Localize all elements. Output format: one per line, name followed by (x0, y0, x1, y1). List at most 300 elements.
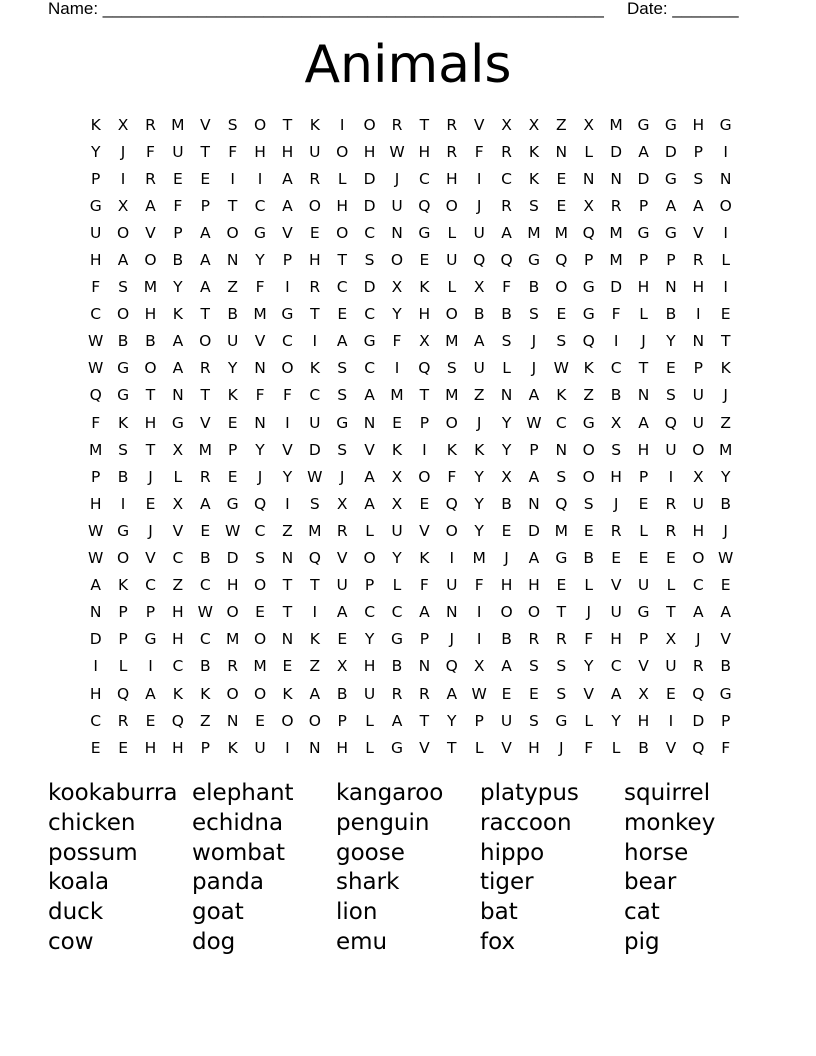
grid-letter[interactable]: U (500, 711, 513, 730)
grid-letter[interactable]: A (610, 684, 622, 703)
grid-letter[interactable]: R (665, 494, 677, 513)
grid-letter[interactable]: Q (582, 332, 595, 351)
grid-letter[interactable]: S (501, 332, 512, 351)
grid-letter[interactable]: I (613, 332, 619, 351)
grid-letter[interactable]: V (336, 549, 348, 568)
grid-letter[interactable]: O (226, 223, 239, 242)
grid-letter[interactable]: O (116, 549, 130, 568)
grid-letter[interactable]: W (718, 549, 734, 568)
grid-letter[interactable]: F (146, 142, 155, 161)
grid-letter[interactable]: E (611, 549, 622, 568)
grid-letter[interactable]: M (527, 223, 541, 242)
grid-letter[interactable]: A (528, 467, 540, 486)
grid-letter[interactable]: U (692, 386, 704, 405)
grid-letter[interactable]: V (199, 115, 211, 134)
grid-letter[interactable]: J (723, 386, 728, 405)
grid-letter[interactable]: G (226, 494, 239, 513)
grid-letter[interactable]: A (145, 196, 156, 215)
grid-letter[interactable]: M (225, 630, 240, 649)
grid-letter[interactable]: Y (364, 630, 375, 649)
grid-letter[interactable]: X (419, 332, 430, 351)
grid-letter[interactable]: G (719, 115, 732, 134)
grid-letter[interactable]: H (172, 630, 184, 649)
grid-letter[interactable]: H (610, 630, 622, 649)
grid-letter[interactable]: O (582, 467, 595, 486)
grid-letter[interactable]: U (254, 738, 266, 757)
grid-letter[interactable]: N (363, 413, 376, 432)
grid-letter[interactable]: B (391, 657, 403, 676)
grid-letter[interactable]: A (336, 332, 348, 351)
grid-letter[interactable]: V (473, 115, 485, 134)
grid-letter[interactable]: O (719, 196, 732, 215)
grid-letter[interactable]: J (613, 494, 619, 513)
grid-letter[interactable]: S (583, 494, 594, 513)
grid-letter[interactable]: B (501, 630, 512, 649)
grid-letter[interactable]: O (363, 549, 376, 568)
grid-letter[interactable]: M (718, 440, 733, 459)
grid-letter[interactable]: M (308, 521, 322, 540)
grid-letter[interactable]: J (531, 359, 537, 378)
grid-letter[interactable]: X (336, 494, 348, 513)
grid-letter[interactable]: L (502, 359, 511, 378)
grid-letter[interactable]: E (337, 630, 348, 649)
grid-letter[interactable]: H (528, 738, 540, 757)
grid-letter[interactable]: O (692, 440, 705, 459)
grid-letter[interactable]: W (88, 549, 104, 568)
grid-letter[interactable]: I (312, 332, 318, 351)
grid-letter[interactable]: W (88, 359, 104, 378)
grid-letter[interactable]: E (145, 711, 156, 730)
grid-letter[interactable]: N (309, 738, 321, 757)
grid-letter[interactable]: A (199, 278, 211, 297)
grid-letter[interactable]: C (610, 359, 622, 378)
grid-letter[interactable]: S (227, 115, 238, 134)
grid-letter[interactable]: T (282, 603, 293, 622)
grid-letter[interactable]: F (392, 332, 402, 351)
grid-letter[interactable]: U (446, 251, 458, 270)
grid-letter[interactable]: N (582, 169, 595, 188)
grid-letter[interactable]: K (419, 549, 430, 568)
grid-letter[interactable]: C (254, 196, 266, 215)
grid-letter[interactable]: I (285, 738, 290, 757)
grid-letter[interactable]: E (118, 738, 128, 757)
grid-letter[interactable]: O (500, 603, 513, 622)
grid-letter[interactable]: X (391, 278, 403, 297)
grid-letter[interactable]: T (145, 386, 156, 405)
grid-letter[interactable]: O (199, 332, 212, 351)
grid-letter[interactable]: I (696, 305, 701, 324)
grid-letter[interactable]: O (253, 115, 267, 134)
grid-letter[interactable]: H (500, 576, 513, 595)
grid-letter[interactable]: G (117, 521, 130, 540)
grid-letter[interactable]: F (611, 305, 621, 324)
grid-letter[interactable]: K (391, 440, 403, 459)
grid-letter[interactable]: J (148, 521, 153, 540)
grid-letter[interactable]: F (173, 196, 183, 215)
grid-letter[interactable]: R (309, 278, 321, 297)
grid-letter[interactable]: I (723, 223, 728, 242)
grid-letter[interactable]: E (200, 169, 211, 188)
grid-letter[interactable]: B (199, 657, 211, 676)
grid-letter[interactable]: A (199, 223, 211, 242)
grid-letter[interactable]: O (692, 549, 705, 568)
grid-letter[interactable]: X (117, 115, 129, 134)
grid-letter[interactable]: Z (227, 278, 238, 297)
grid-letter[interactable]: Q (555, 251, 568, 270)
grid-letter[interactable]: W (88, 521, 104, 540)
grid-letter[interactable]: R (199, 467, 211, 486)
grid-letter[interactable]: M (609, 223, 623, 242)
grid-letter[interactable]: S (446, 359, 457, 378)
grid-letter[interactable]: A (172, 332, 184, 351)
grid-letter[interactable]: K (282, 684, 293, 703)
grid-letter[interactable]: B (583, 549, 595, 568)
grid-letter[interactable]: R (610, 521, 622, 540)
grid-letter[interactable]: G (664, 223, 677, 242)
grid-letter[interactable]: R (227, 657, 239, 676)
grid-letter[interactable]: R (336, 521, 348, 540)
grid-letter[interactable]: T (145, 440, 156, 459)
grid-letter[interactable]: B (473, 305, 485, 324)
grid-letter[interactable]: L (365, 738, 374, 757)
grid-letter[interactable]: I (668, 711, 674, 730)
grid-letter[interactable]: G (664, 115, 677, 134)
grid-letter[interactable]: E (638, 494, 649, 513)
grid-letter[interactable]: D (363, 278, 376, 297)
grid-letter[interactable]: K (419, 278, 430, 297)
grid-letter[interactable]: E (720, 305, 731, 324)
grid-letter[interactable]: K (528, 169, 540, 188)
grid-letter[interactable]: R (610, 196, 622, 215)
grid-letter[interactable]: R (528, 630, 540, 649)
grid-letter[interactable]: T (447, 738, 457, 757)
grid-letter[interactable]: I (148, 657, 153, 676)
grid-letter[interactable]: Y (501, 413, 512, 432)
grid-letter[interactable]: M (554, 223, 569, 242)
grid-letter[interactable]: J (586, 603, 592, 622)
grid-letter[interactable]: W (526, 413, 542, 432)
grid-letter[interactable]: O (555, 278, 568, 297)
grid-letter[interactable]: A (391, 711, 403, 730)
grid-letter[interactable]: D (637, 169, 650, 188)
grid-letter[interactable]: M (198, 440, 212, 459)
grid-letter[interactable]: L (392, 576, 402, 595)
grid-letter[interactable]: G (719, 684, 732, 703)
grid-letter[interactable]: X (665, 630, 677, 649)
grid-letter[interactable]: S (529, 196, 539, 215)
grid-letter[interactable]: N (719, 169, 732, 188)
grid-letter[interactable]: I (723, 142, 728, 161)
grid-letter[interactable]: G (144, 630, 157, 649)
grid-letter[interactable]: O (527, 603, 541, 622)
grid-letter[interactable]: H (336, 738, 349, 757)
grid-letter[interactable]: Y (255, 440, 265, 459)
grid-letter[interactable]: I (476, 630, 482, 649)
grid-letter[interactable]: M (253, 657, 267, 676)
grid-letter[interactable]: Y (501, 440, 512, 459)
grid-letter[interactable]: B (665, 305, 677, 324)
grid-letter[interactable]: M (554, 521, 569, 540)
grid-letter[interactable]: B (336, 684, 348, 703)
grid-letter[interactable]: G (418, 223, 431, 242)
grid-letter[interactable]: G (117, 359, 130, 378)
grid-letter[interactable]: G (171, 413, 184, 432)
grid-letter[interactable]: Q (253, 494, 267, 513)
grid-letter[interactable]: B (117, 467, 129, 486)
grid-letter[interactable]: P (145, 603, 156, 622)
grid-letter[interactable]: C (391, 603, 403, 622)
grid-letter[interactable]: V (282, 223, 293, 242)
grid-letter[interactable]: O (281, 711, 294, 730)
grid-letter[interactable]: H (637, 278, 650, 297)
grid-letter[interactable]: U (172, 142, 184, 161)
grid-letter[interactable]: J (449, 630, 455, 649)
grid-letter[interactable]: R (145, 169, 156, 188)
grid-letter[interactable]: H (637, 440, 650, 459)
grid-letter[interactable]: U (90, 223, 102, 242)
grid-letter[interactable]: J (257, 467, 263, 486)
grid-letter[interactable]: U (309, 413, 321, 432)
grid-letter[interactable]: C (199, 576, 211, 595)
grid-letter[interactable]: D (610, 278, 623, 297)
grid-letter[interactable]: V (583, 684, 595, 703)
grid-letter[interactable]: S (337, 386, 348, 405)
grid-letter[interactable]: W (307, 467, 323, 486)
grid-letter[interactable]: F (584, 630, 594, 649)
grid-letter[interactable]: O (336, 223, 349, 242)
grid-letter[interactable]: Q (445, 657, 458, 676)
grid-letter[interactable]: Z (583, 386, 595, 405)
grid-letter[interactable]: V (282, 440, 293, 459)
grid-letter[interactable]: V (638, 657, 649, 676)
grid-letter[interactable]: B (145, 332, 156, 351)
grid-letter[interactable]: G (390, 738, 403, 757)
grid-letter[interactable]: R (446, 142, 458, 161)
grid-letter[interactable]: O (445, 521, 458, 540)
grid-letter[interactable]: T (282, 115, 293, 134)
grid-letter[interactable]: G (637, 603, 650, 622)
grid-letter[interactable]: E (556, 196, 567, 215)
grid-letter[interactable]: H (226, 576, 239, 595)
grid-letter[interactable]: S (118, 440, 128, 459)
grid-letter[interactable]: J (696, 630, 701, 649)
grid-letter[interactable]: F (721, 738, 731, 757)
grid-letter[interactable]: Y (720, 467, 731, 486)
grid-letter[interactable]: O (445, 196, 458, 215)
grid-letter[interactable]: R (692, 251, 704, 270)
grid-letter[interactable]: C (199, 630, 211, 649)
grid-letter[interactable]: Y (447, 711, 457, 730)
grid-letter[interactable]: A (638, 142, 649, 161)
grid-letter[interactable]: Y (392, 549, 402, 568)
grid-letter[interactable]: H (445, 169, 458, 188)
grid-letter[interactable]: P (666, 251, 676, 270)
grid-letter[interactable]: C (364, 223, 376, 242)
grid-letter[interactable]: A (446, 684, 458, 703)
grid-letter[interactable]: A (473, 332, 485, 351)
grid-letter[interactable]: C (309, 386, 321, 405)
grid-letter[interactable]: P (419, 413, 430, 432)
grid-letter[interactable]: F (282, 386, 292, 405)
grid-letter[interactable]: V (692, 223, 704, 242)
grid-letter[interactable]: N (528, 494, 540, 513)
grid-letter[interactable]: G (637, 115, 650, 134)
grid-letter[interactable]: Q (418, 359, 431, 378)
grid-letter[interactable]: S (665, 386, 676, 405)
grid-letter[interactable]: U (391, 521, 403, 540)
grid-letter[interactable]: G (527, 251, 540, 270)
grid-letter[interactable]: Q (555, 494, 568, 513)
grid-letter[interactable]: E (90, 738, 101, 757)
grid-letter[interactable]: X (391, 467, 403, 486)
grid-letter[interactable]: X (117, 196, 129, 215)
grid-letter[interactable]: L (173, 467, 183, 486)
grid-letter[interactable]: H (144, 738, 157, 757)
grid-letter[interactable]: Q (582, 223, 595, 242)
grid-letter[interactable]: S (529, 711, 539, 730)
grid-letter[interactable]: E (638, 549, 649, 568)
grid-letter[interactable]: M (609, 251, 623, 270)
grid-letter[interactable]: E (419, 251, 430, 270)
grid-letter[interactable]: A (364, 494, 375, 513)
grid-letter[interactable]: P (474, 711, 484, 730)
grid-letter[interactable]: G (281, 305, 294, 324)
grid-letter[interactable]: Q (445, 494, 458, 513)
grid-letter[interactable]: K (118, 413, 129, 432)
grid-letter[interactable]: E (255, 603, 265, 622)
grid-letter[interactable]: Z (309, 657, 321, 676)
grid-letter[interactable]: D (308, 440, 321, 459)
grid-letter[interactable]: C (610, 657, 622, 676)
grid-letter[interactable]: I (394, 359, 400, 378)
grid-letter[interactable]: P (419, 630, 430, 649)
grid-letter[interactable]: H (363, 657, 376, 676)
grid-letter[interactable]: C (172, 549, 184, 568)
grid-letter[interactable]: N (254, 359, 266, 378)
grid-letter[interactable]: A (282, 169, 293, 188)
grid-letter[interactable]: P (337, 711, 347, 730)
grid-letter[interactable]: E (556, 169, 567, 188)
grid-letter[interactable]: B (638, 738, 649, 757)
grid-letter[interactable]: X (638, 684, 649, 703)
grid-letter[interactable]: Y (173, 278, 183, 297)
grid-letter[interactable]: B (501, 494, 512, 513)
grid-letter[interactable]: L (447, 278, 457, 297)
grid-letter[interactable]: Q (171, 711, 184, 730)
grid-letter[interactable]: W (197, 603, 213, 622)
grid-letter[interactable]: C (364, 359, 376, 378)
grid-letter[interactable]: U (610, 603, 622, 622)
grid-letter[interactable]: S (556, 657, 567, 676)
grid-letter[interactable]: A (528, 549, 540, 568)
grid-letter[interactable]: G (363, 332, 376, 351)
grid-letter[interactable]: R (501, 142, 512, 161)
grid-letter[interactable]: M (390, 386, 404, 405)
grid-letter[interactable]: I (120, 169, 126, 188)
grid-letter[interactable]: I (230, 169, 235, 188)
grid-letter[interactable]: K (227, 386, 238, 405)
grid-letter[interactable]: Q (89, 386, 102, 405)
grid-letter[interactable]: B (227, 305, 238, 324)
grid-letter[interactable]: N (637, 386, 650, 405)
grid-letter[interactable]: N (281, 549, 294, 568)
grid-letter[interactable]: V (419, 521, 430, 540)
grid-letter[interactable]: D (664, 142, 677, 161)
grid-letter[interactable]: C (501, 169, 512, 188)
grid-letter[interactable]: X (583, 115, 595, 134)
grid-letter[interactable]: L (474, 738, 484, 757)
grid-letter[interactable]: A (692, 196, 704, 215)
grid-letter[interactable]: O (144, 359, 157, 378)
grid-letter[interactable]: R (446, 115, 458, 134)
grid-letter[interactable]: O (226, 603, 239, 622)
grid-letter[interactable]: F (91, 278, 101, 297)
grid-letter[interactable]: H (89, 684, 102, 703)
grid-letter[interactable]: Y (90, 142, 101, 161)
grid-letter[interactable]: K (172, 305, 183, 324)
grid-letter[interactable]: J (476, 413, 482, 432)
grid-letter[interactable]: Q (308, 549, 321, 568)
grid-letter[interactable]: H (144, 305, 157, 324)
grid-letter[interactable]: S (337, 359, 348, 378)
grid-letter[interactable]: V (199, 413, 211, 432)
grid-letter[interactable]: P (364, 576, 375, 595)
grid-letter[interactable]: S (337, 440, 348, 459)
grid-letter[interactable]: C (90, 711, 102, 730)
grid-letter[interactable]: A (501, 223, 512, 242)
grid-letter[interactable]: S (556, 684, 567, 703)
grid-letter[interactable]: P (638, 467, 649, 486)
grid-letter[interactable]: H (528, 576, 540, 595)
grid-letter[interactable]: E (392, 413, 402, 432)
grid-letter[interactable]: S (255, 549, 265, 568)
grid-letter[interactable]: G (89, 196, 102, 215)
grid-letter[interactable]: E (720, 576, 731, 595)
grid-letter[interactable]: H (89, 494, 102, 513)
grid-letter[interactable]: I (93, 657, 98, 676)
grid-letter[interactable]: O (253, 630, 267, 649)
grid-letter[interactable]: P (638, 196, 649, 215)
grid-letter[interactable]: F (584, 738, 594, 757)
grid-letter[interactable]: I (449, 549, 455, 568)
grid-letter[interactable]: E (172, 169, 183, 188)
grid-letter[interactable]: Y (583, 657, 594, 676)
grid-letter[interactable]: P (693, 142, 703, 161)
grid-letter[interactable]: L (611, 738, 621, 757)
grid-letter[interactable]: G (582, 305, 595, 324)
grid-letter[interactable]: O (445, 413, 458, 432)
grid-letter[interactable]: U (665, 657, 677, 676)
grid-letter[interactable]: K (200, 684, 211, 703)
grid-letter[interactable]: M (171, 115, 185, 134)
grid-letter[interactable]: X (473, 657, 485, 676)
grid-letter[interactable]: A (528, 386, 540, 405)
grid-letter[interactable]: M (143, 278, 158, 297)
grid-letter[interactable]: U (446, 576, 458, 595)
grid-letter[interactable]: A (638, 413, 649, 432)
grid-letter[interactable]: R (391, 684, 403, 703)
grid-letter[interactable]: O (445, 305, 458, 324)
grid-letter[interactable]: L (584, 576, 594, 595)
grid-letter[interactable]: S (309, 494, 320, 513)
grid-letter[interactable]: E (666, 684, 676, 703)
grid-letter[interactable]: K (309, 115, 320, 134)
grid-letter[interactable]: P (282, 251, 293, 270)
grid-letter[interactable]: P (721, 711, 731, 730)
grid-letter[interactable]: D (527, 521, 540, 540)
grid-letter[interactable]: U (473, 223, 485, 242)
grid-letter[interactable]: U (665, 440, 677, 459)
